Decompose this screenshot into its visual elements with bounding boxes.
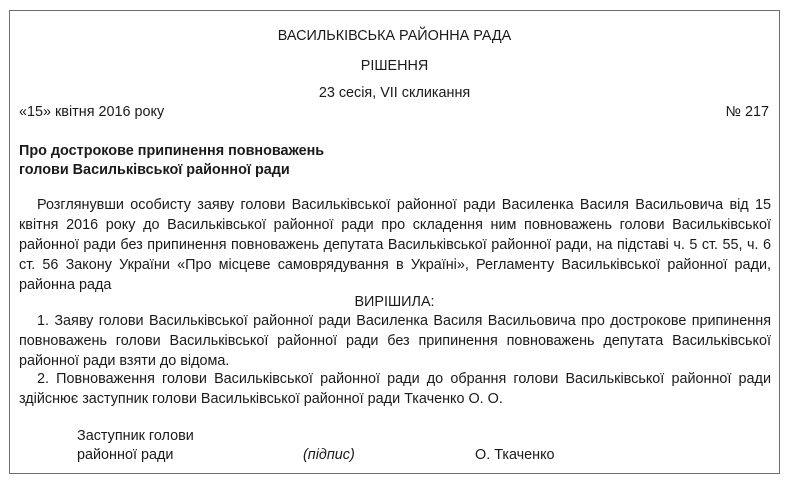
decision-item-1: 1. Заяву голови Васильківської районної ради Василенка Василя Васильовича про дострокове припинення повноважень голови Васильківської районної ради без припинення повноважень депутата Васильківської районної ради взяти до відома.: [19, 313, 771, 369]
document-page: [9, 10, 780, 474]
council-name: ВАСИЛЬКІВСЬКА РАЙОННА РАДА: [277, 28, 512, 44]
decision-item-2: 2. Повноваження голови Васильківської районної ради до обрання голови Васильківської районної ради здійснює заступник голови Васильківської районної ради Ткаченко О. О.: [19, 371, 771, 407]
preamble-paragraph: Розглянувши особисту заяву голови Васильківської районної ради Василенка Василя Васильовича від 15 квітня 2016 року до Васильківської районної ради про складення ним повноважень голови Васильківської районної ради без припинення повноважень депутата Васильківської районної ради, на підставі ч. 5 ст. 55, ч. 6 ст. 56 Закону України «Про місцеве самоврядування в Україні», Регламенту Васильківської районної ради, районна рада: [19, 197, 771, 293]
decision-number: № 217: [725, 104, 769, 120]
document-type: РІШЕННЯ: [360, 58, 429, 74]
signatory-position-line-1: Заступник голови: [77, 428, 194, 444]
title-line-1: Про дострокове припинення повноважень: [19, 143, 325, 159]
decided-heading: ВИРІШИЛА:: [354, 294, 435, 310]
signatory-position-line-2: районної ради: [77, 447, 174, 463]
session-info: 23 сесія, VII скликання: [318, 85, 471, 101]
signatory-name: О. Ткаченко: [475, 447, 555, 463]
title-line-2: голови Васильківської районної ради: [19, 162, 290, 178]
decision-date: «15» квітня 2016 року: [19, 104, 165, 120]
signature-placeholder: (підпис): [303, 447, 355, 463]
